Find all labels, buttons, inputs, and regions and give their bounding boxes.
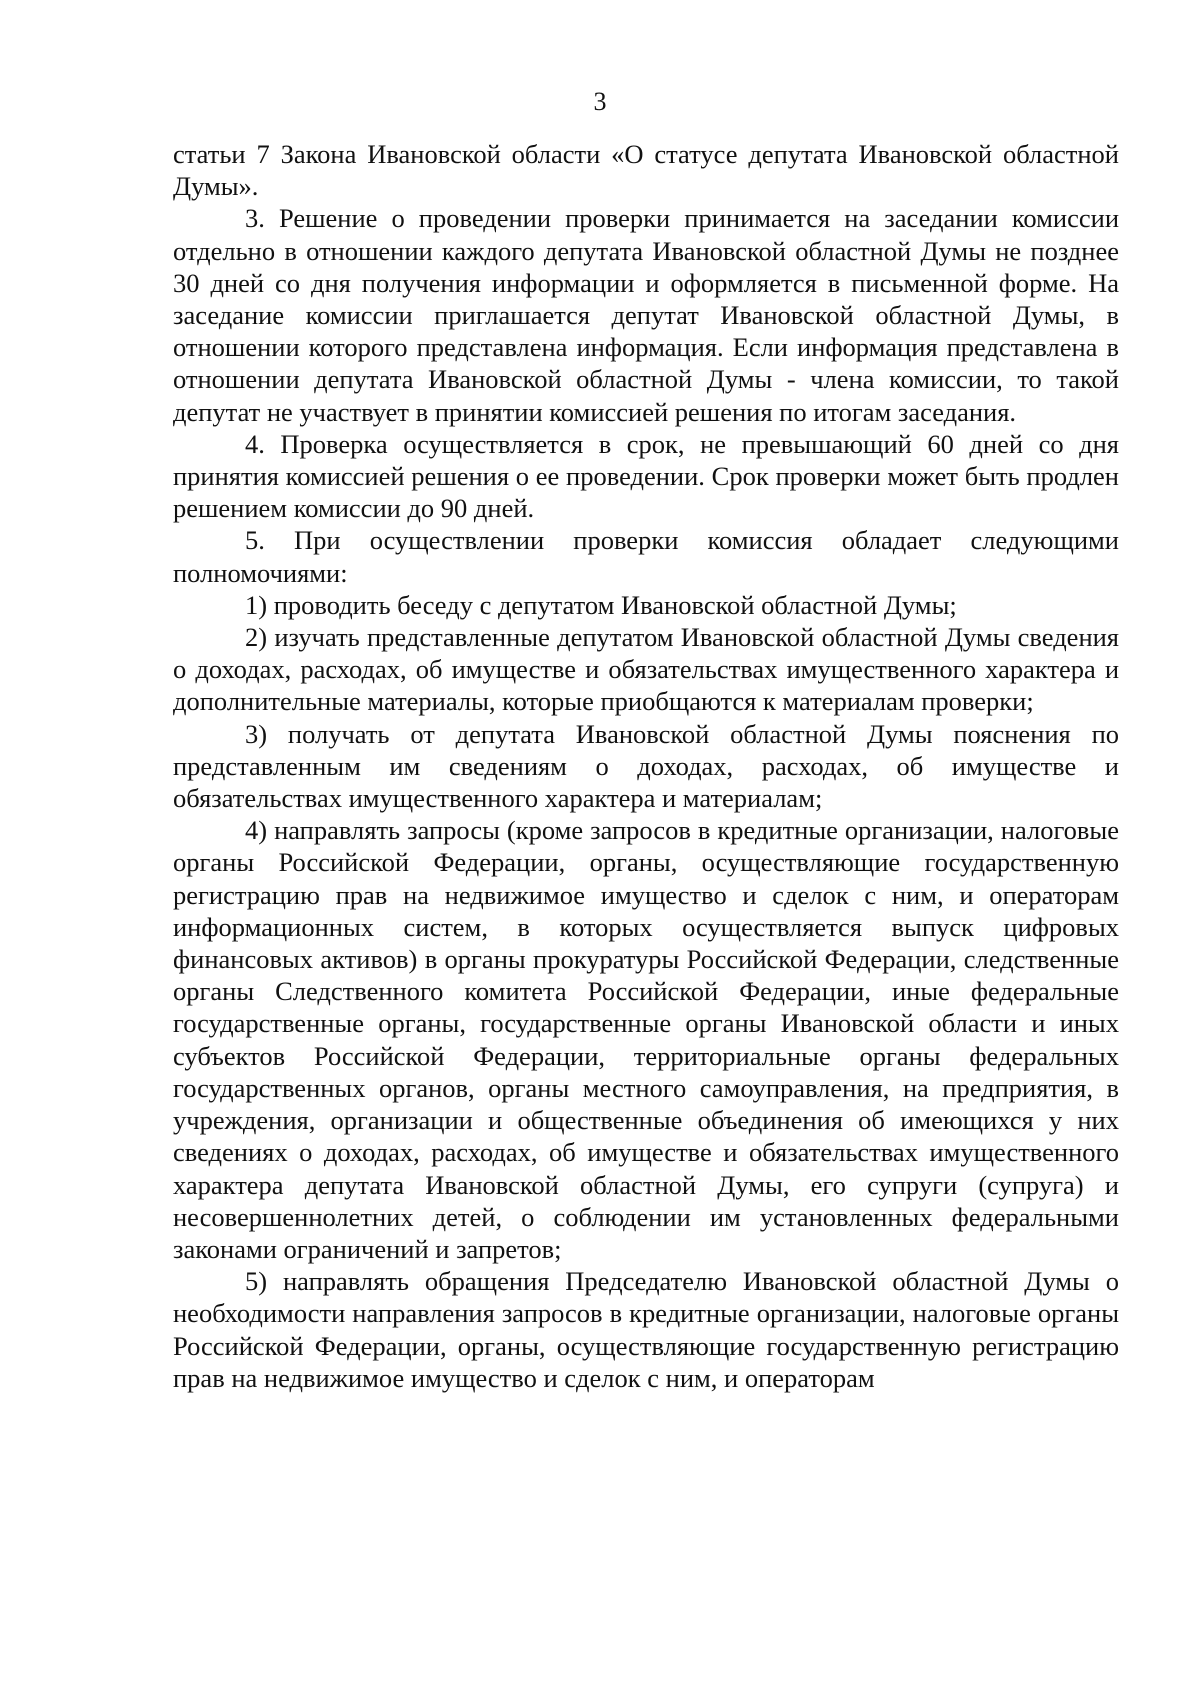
subitem-5: 5) направлять обращения Председателю Ивановской областной Думы о необходимости направления запросов в кредитные организации, налоговые органы Российской Федерации, органы, осуществляющие государственную регистрацию прав на недвижимое имущество и сделок с ним, и операторам [173, 1266, 1119, 1393]
document-body [173, 138, 1119, 1394]
paragraph-continuation: статьи 7 Закона Ивановской области «О статусе депутата Ивановской областной Думы». [173, 139, 1119, 202]
subitem-4: 4) направлять запросы (кроме запросов в кредитные организации, налоговые органы Российской Федерации, органы, осуществляющие государственную регистрацию прав на недвижимое имущество и сделок с ним, и операторам информационных систем, в которых осуществляется выпуск цифровых финансовых активов) в органы прокуратуры Российской Федерации, следственные органы Следственного комитета Российской Федерации, иные федеральные государственные органы, государственные органы Ивановской области и иных субъектов Российской Федерации, территориальные органы федеральных государственных органов, органы местного самоуправления, на предприятия, в учреждения, организации и общественные объединения об имеющихся у них сведениях о доходах, расходах, об имуществе и обязательствах имущественного характера депутата Ивановской областной Думы, его супруги (супруга) и несовершеннолетних детей, о соблюдении им установленных федеральными законами ограничений и запретов; [173, 815, 1119, 1264]
subitem-2: 2) изучать представленные депутатом Ивановской областной Думы сведения о доходах, расходах, об имуществе и обязательствах имущественного характера и дополнительные материалы, которые приобщаются к материалам проверки; [173, 622, 1119, 717]
subitem-3: 3) получать от депутата Ивановской областной Думы пояснения по представленным им сведениям о доходах, расходах, об имуществе и обязательствах имущественного характера и материалам; [173, 718, 1119, 814]
paragraph-item-3: 3. Решение о проведении проверки принимается на заседании комиссии отдельно в отношении каждого депутата Ивановской областной Думы не позднее 30 дней со дня получения информации и оформляется в письменной форме. На заседание комиссии приглашается депутат Ивановской областной Думы, в отношении которого представлена информация. Если информация представлена в отношении депутата Ивановской областной Думы - члена комиссии, то такой депутат не участвует в принятии комиссией решения по итогам заседания. [173, 203, 1119, 427]
paragraph-item-5: 5. При осуществлении проверки комиссия обладает следующими полномочиями: [173, 525, 1119, 588]
subitem-1: 1) проводить беседу с депутатом Ивановской областной Думы; [245, 589, 957, 620]
page-number: 3 [593, 87, 607, 116]
paragraph-item-4: 4. Проверка осуществляется в срок, не превышающий 60 дней со дня принятия комиссией решения о ее проведении. Срок проверки может быть продлен решением комиссии до 90 дней. [173, 428, 1119, 524]
